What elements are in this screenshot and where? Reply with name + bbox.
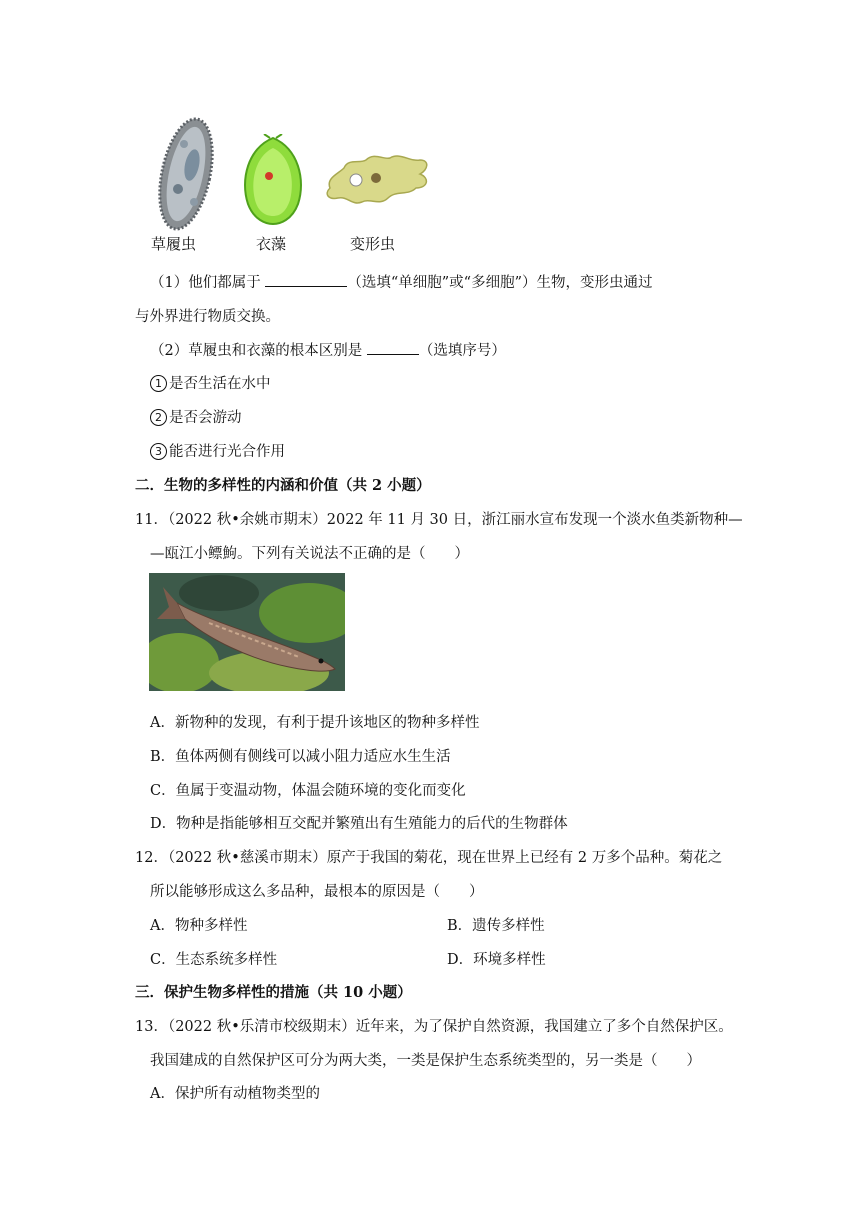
q12-option-d: D．环境多样性 [447, 952, 546, 968]
q11-stem-line1: 11．（2022 秋•余姚市期末）2022 年 11 月 30 日，浙江丽水宣布发现一个淡水鱼类新物种— [135, 512, 743, 528]
paramecium-image [148, 114, 224, 232]
q10-part2-line: （2）草履虫和衣藻的根本区别是 （选填序号） [150, 339, 506, 360]
q10-option-3: 3 能否进行光合作用 [150, 440, 285, 461]
q13-stem-line2: 我国建成的自然保护区可分为两大类，一类是保护生态系统类型的，另一类是（ ） [150, 1053, 701, 1069]
q11-stem-line2: —瓯江小鳔鮈。下列有关说法不正确的是（ ） [150, 546, 469, 562]
q10-part1-line1: （1）他们都属于 （选填“单细胞”或“多细胞”）生物，变形虫通过 [150, 271, 653, 292]
chlamydomonas-image [240, 134, 306, 226]
circled-number: 3 [150, 443, 167, 460]
section-3-title: 三．保护生物多样性的措施（共 10 小题） [135, 984, 412, 1001]
q13-stem-line1: 13．（2022 秋•乐清市校级期末）近年来，为了保护自然资源，我国建立了多个自然保护区。 [135, 1019, 733, 1035]
q12-option-c: C．生态系统多样性 [150, 952, 278, 968]
caption-paramecium: 草履虫 [151, 235, 197, 253]
answer-blank-2[interactable] [367, 340, 419, 355]
q12-option-b: B．遗传多样性 [447, 918, 545, 934]
circled-number: 2 [150, 409, 167, 426]
q11-option-b: B．鱼体两侧有侧线可以减小阻力适应水生生活 [150, 749, 451, 765]
amoeba-image [320, 148, 434, 210]
q13-option-a: A．保护所有动植物类型的 [150, 1086, 320, 1102]
q12-stem-line1: 12．（2022 秋•慈溪市期末）原产于我国的菊花，现在世界上已经有 2 万多个品种。菊花之 [135, 850, 723, 866]
caption-chlamydomonas: 衣藻 [256, 235, 287, 253]
caption-amoeba: 变形虫 [350, 235, 396, 253]
q11-option-a: A．新物种的发现，有利于提升该地区的物种多样性 [150, 715, 480, 731]
q11-option-c: C．鱼属于变温动物，体温会随环境的变化而变化 [150, 783, 466, 799]
q10-option-1: 1 是否生活在水中 [150, 372, 271, 393]
circled-number: 1 [150, 375, 167, 392]
q12-stem-line2: 所以能够形成这么多品种，最根本的原因是（ ） [150, 884, 484, 900]
q10-option-2: 2 是否会游动 [150, 406, 242, 427]
fish-photo [149, 573, 345, 691]
q11-option-d: D．物种是指能够相互交配并繁殖出有生殖能力的后代的生物群体 [150, 816, 568, 832]
section-2-title: 二．生物的多样性的内涵和价值（共 2 小题） [135, 477, 431, 494]
q10-part1-line2: 与外界进行物质交换。 [135, 309, 280, 325]
answer-blank-1[interactable] [265, 272, 347, 287]
q12-option-a: A．物种多样性 [150, 918, 248, 934]
